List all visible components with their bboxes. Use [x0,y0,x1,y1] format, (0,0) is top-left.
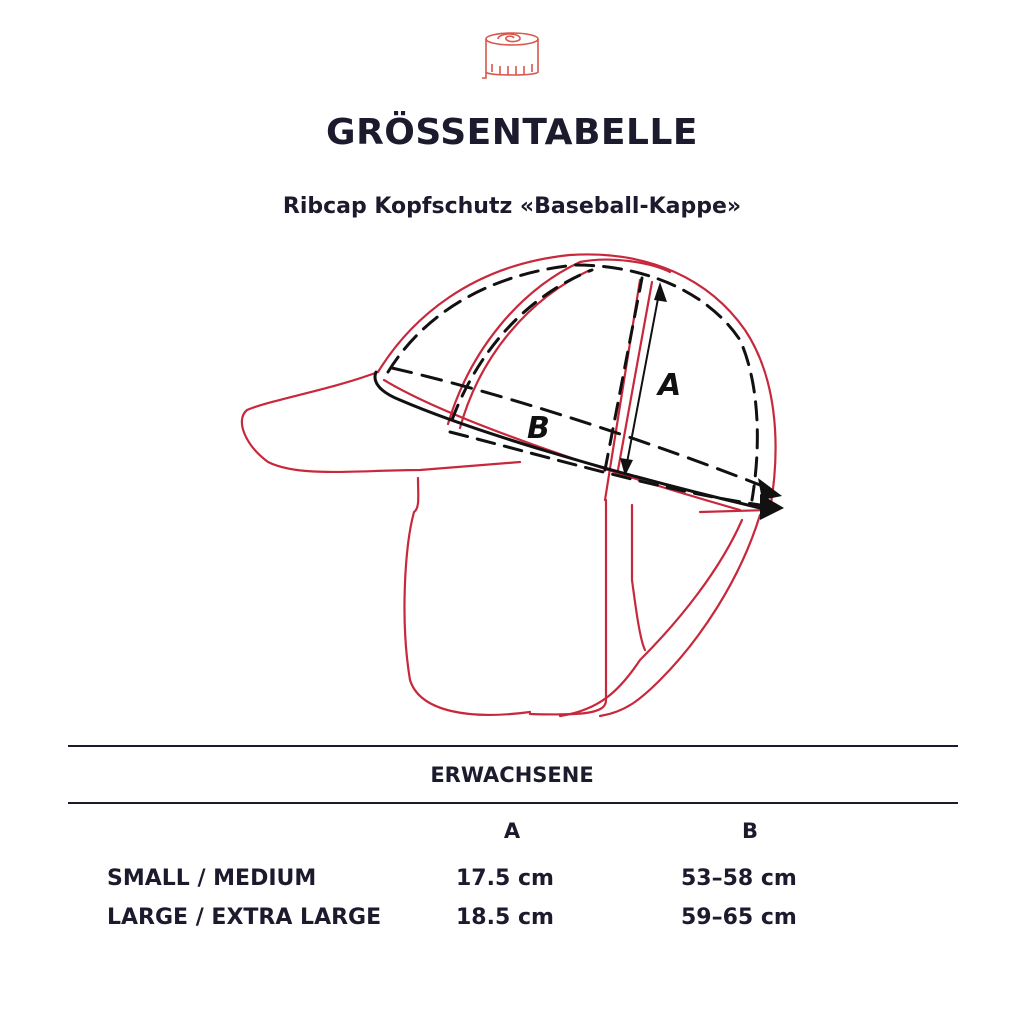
column-header-a: A [503,819,521,843]
measure-b: 59–65 cm [681,905,797,930]
size-name: SMALL / MEDIUM [107,866,317,891]
table-top-divider [68,745,958,747]
column-header-b: B [741,819,758,843]
table-header-divider [68,802,958,804]
measurement-lines [375,265,760,508]
measure-a: 17.5 cm [456,866,554,891]
label-a: A [658,368,682,403]
table-row [0,866,1024,896]
measure-a: 18.5 cm [456,905,554,930]
page-title: GRÖSSENTABELLE [326,112,698,153]
size-name: LARGE / EXTRA LARGE [107,905,382,930]
label-b: B [527,411,550,446]
table-row [0,905,1024,935]
measure-b: 53–58 cm [681,866,797,891]
head-outline [242,254,776,716]
product-subtitle: Ribcap Kopfschutz «Baseball-Kappe» [282,194,742,219]
section-heading: ERWACHSENE [430,763,594,787]
